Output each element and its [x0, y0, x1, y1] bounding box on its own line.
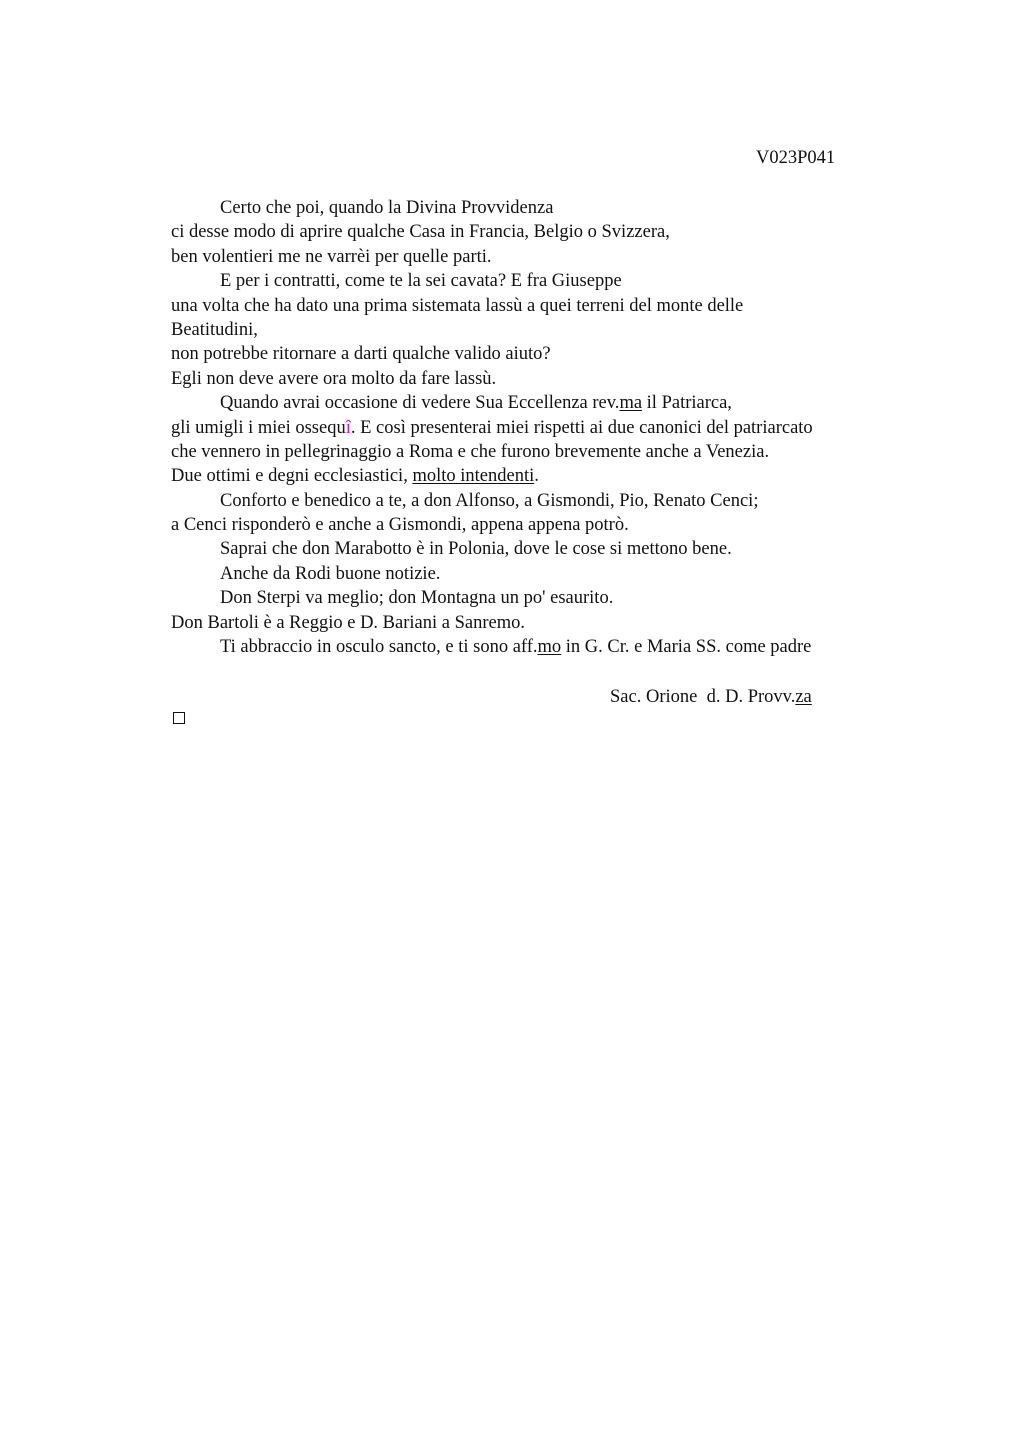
underlined-phrase: molto intendenti	[412, 466, 535, 487]
text-segment: in G. Cr. e Maria SS. come padre	[561, 637, 812, 658]
text-segment: Due ottimi e degni ecclesiastici,	[171, 466, 413, 487]
highlighted-character: î	[345, 417, 351, 438]
text-line: Egli non deve avere ora molto da fare lassù.	[171, 368, 497, 389]
text-line: Certo che poi, quando la Divina Provvidenza	[220, 198, 554, 218]
text-line: una volta che ha dato una prima sistemata lassù a quei terreni del monte delle	[171, 295, 744, 316]
text-line	[171, 635, 931, 659]
text-line: Saprai che don Marabotto è in Polonia, dove le cose si mettono bene.	[220, 539, 732, 560]
text-line: Beatitudini,	[171, 319, 258, 340]
letter-body	[171, 196, 931, 659]
text-line: a Cenci risponderò e anche a Gismondi, appena appena potrò.	[171, 515, 629, 536]
text-line	[171, 464, 931, 488]
text-line	[171, 416, 931, 440]
text-segment: Quando avrai occasione di vedere Sua Eccellenza rev.	[220, 393, 620, 414]
signature-text: Sac. Orione d. D. Provv.	[610, 687, 796, 707]
text-segment: .	[534, 466, 539, 487]
text-line: Anche da Rodi buone notizie.	[220, 563, 441, 584]
text-segment: . E così presenterai miei rispetti ai due canonici del patriarcato	[350, 417, 813, 438]
underlined-abbreviation: ma	[619, 393, 643, 414]
text-segment: Ti abbraccio in osculo sancto, e ti sono aff.	[220, 637, 538, 658]
text-line: Conforto e benedico a te, a don Alfonso, a Gismondi, Pio, Renato Cenci;	[220, 490, 759, 511]
text-segment: il Patriarca,	[642, 393, 732, 414]
signature-suffix: za	[795, 687, 812, 707]
signature	[610, 685, 812, 709]
underlined-abbreviation: mo	[537, 637, 562, 658]
text-line: ci desse modo di aprire qualche Casa in Francia, Belgio o Svizzera,	[171, 222, 670, 243]
text-line	[171, 391, 931, 415]
text-line: non potrebbe ritornare a darti qualche valido aiuto?	[171, 344, 551, 365]
text-segment: gli umigli i miei ossequ	[171, 417, 346, 438]
text-line: Don Bartoli è a Reggio e D. Bariani a Sanremo.	[171, 612, 525, 633]
text-line: E per i contratti, come te la sei cavata? E fra Giuseppe	[220, 271, 622, 292]
text-line: ben volentieri me ne varrèi per quelle parti.	[171, 246, 492, 267]
text-line: Don Sterpi va meglio; don Montagna un po' esaurito.	[220, 588, 614, 609]
page-id: V023P041	[756, 148, 836, 168]
text-line: che vennero in pellegrinaggio a Roma e che furono brevemente anche a Venezia.	[171, 441, 770, 462]
checkbox-glyph-icon	[173, 712, 185, 724]
